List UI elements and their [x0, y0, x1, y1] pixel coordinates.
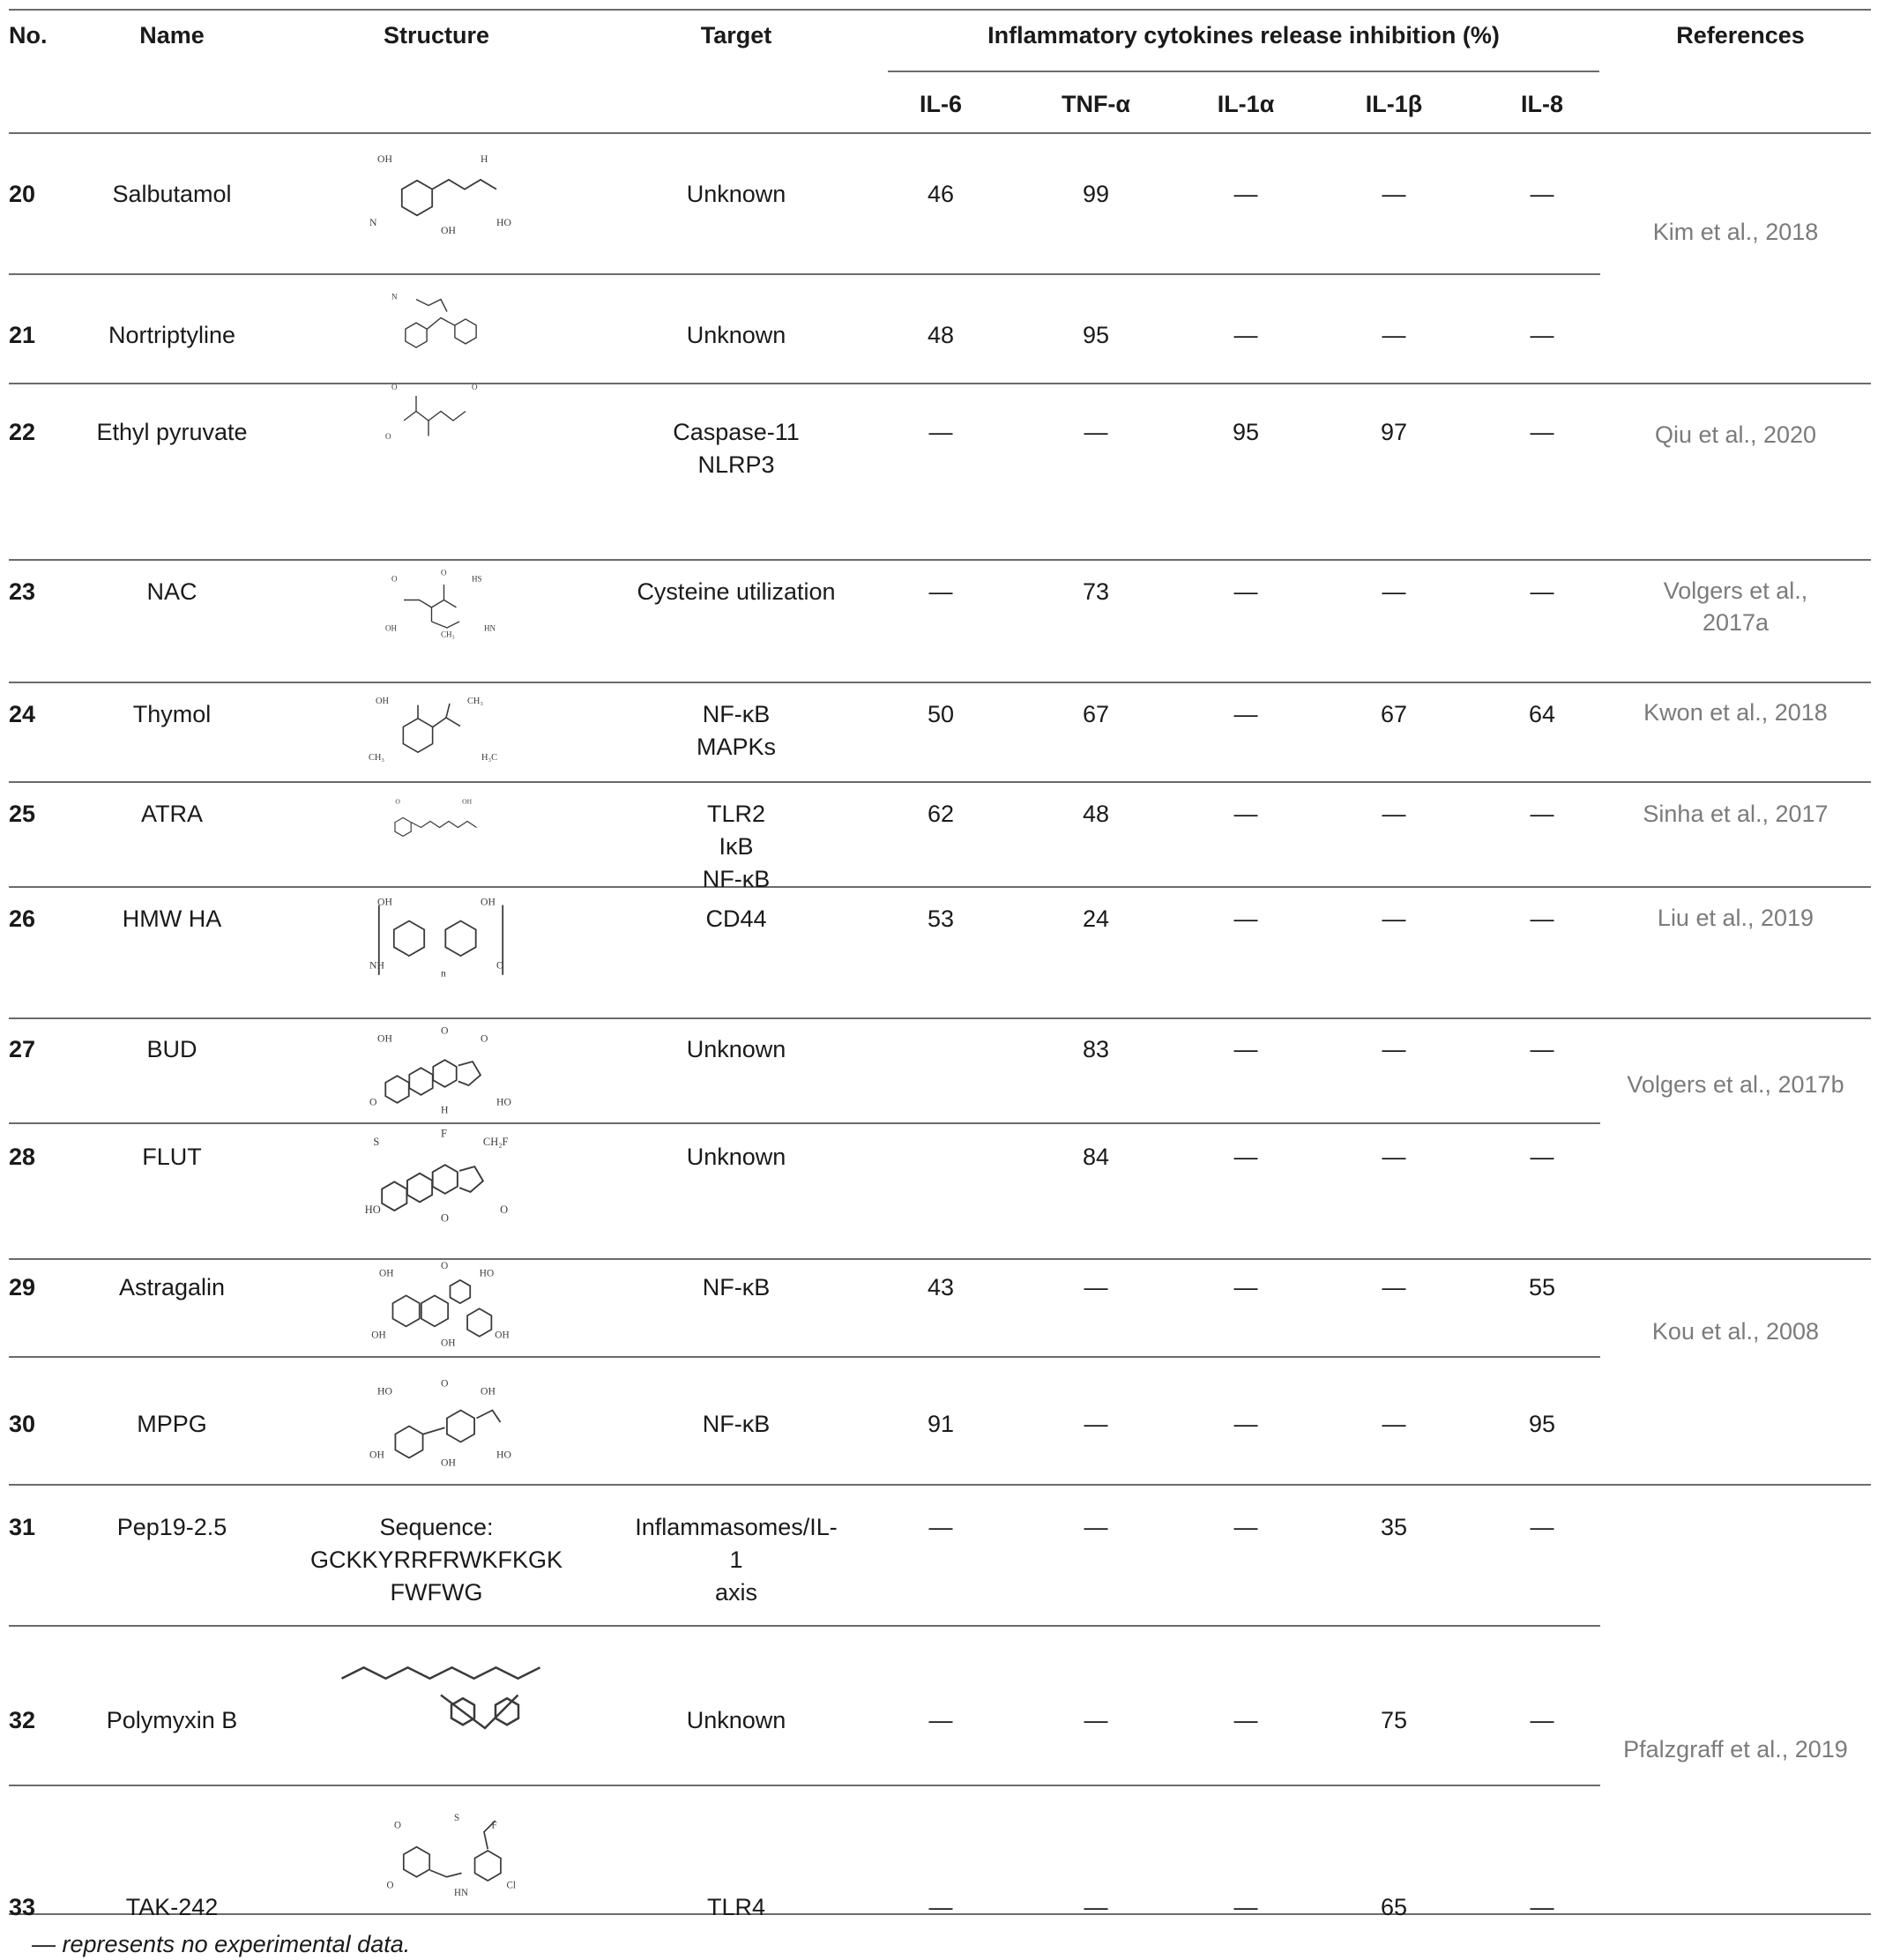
value-il6: 46 — [927, 181, 955, 207]
svg-text:HO: HO — [496, 1096, 511, 1108]
row-rule — [9, 383, 1871, 384]
svg-text:O: O — [369, 1096, 377, 1108]
row-rule — [9, 1356, 1600, 1358]
value-il6: — — [928, 578, 953, 605]
value-il6: 48 — [927, 322, 955, 348]
reference-text: Kim et al., 2018 — [1652, 219, 1819, 245]
value-il8: — — [1530, 419, 1554, 445]
compound-name: Pep19-2.5 — [116, 1514, 227, 1540]
value-tnfa: 84 — [1082, 1144, 1110, 1170]
svg-text:CH₃: CH₃ — [441, 630, 455, 639]
svg-text:OH: OH — [441, 225, 456, 236]
value-il6: 53 — [927, 905, 955, 932]
svg-text:HN: HN — [484, 623, 496, 633]
svg-text:HS: HS — [472, 574, 482, 584]
value-il1a: — — [1233, 1411, 1258, 1437]
compound-name: Astragalin — [118, 1274, 226, 1300]
value-il1a: — — [1233, 801, 1258, 827]
svg-text:S: S — [373, 1136, 380, 1149]
target-text: Inflammasomes/IL- — [635, 1514, 838, 1540]
value-tnfa: 83 — [1082, 1036, 1110, 1062]
svg-text:O: O — [441, 1377, 449, 1390]
row-number: 27 — [9, 1036, 36, 1062]
structure-image — [361, 1375, 520, 1477]
row-number: 29 — [9, 1274, 36, 1300]
table-page — [9, 0, 1871, 1960]
value-il6: — — [928, 1514, 953, 1540]
footnote: — represents no experimental data. — [32, 1931, 411, 1957]
row-rule — [9, 886, 1871, 888]
header-target: Target — [700, 22, 772, 48]
value-il6: — — [928, 1894, 953, 1920]
value-tnfa: 67 — [1082, 701, 1110, 727]
value-il6: — — [928, 419, 953, 445]
value-tnfa: — — [1084, 1411, 1108, 1437]
row-number: 20 — [9, 181, 36, 207]
value-il8: — — [1530, 1514, 1554, 1540]
header-structure: Structure — [383, 22, 490, 48]
top-rule — [9, 9, 1871, 11]
svg-text:H: H — [441, 1104, 449, 1116]
row-rule — [9, 781, 1871, 783]
svg-text:O: O — [395, 797, 400, 806]
svg-text:OH: OH — [385, 623, 398, 633]
header-tnfa: TNF-α — [1061, 91, 1131, 117]
compound-name: Thymol — [132, 701, 212, 727]
header-name: Name — [139, 22, 205, 48]
row-number: 21 — [9, 322, 36, 348]
value-il1b: — — [1382, 1036, 1406, 1062]
value-il1b: — — [1382, 1411, 1406, 1437]
value-tnfa: 99 — [1082, 181, 1110, 207]
compound-name: ATRA — [140, 801, 203, 827]
svg-text:OH: OH — [376, 697, 390, 706]
value-il1a: — — [1233, 578, 1258, 605]
target-text: Unknown — [686, 181, 786, 207]
value-il8: — — [1530, 181, 1554, 207]
row-number: 26 — [9, 905, 36, 932]
row-number: 22 — [9, 419, 36, 445]
value-il1b: — — [1382, 181, 1406, 207]
value-il8: — — [1530, 1894, 1554, 1920]
structure-image — [361, 683, 503, 780]
svg-text:O: O — [481, 1032, 488, 1045]
structure-image — [379, 1799, 529, 1918]
header-references: References — [1676, 22, 1805, 48]
value-il1a: — — [1233, 701, 1258, 727]
value-tnfa: — — [1084, 1274, 1108, 1300]
header-no: No. — [9, 22, 48, 48]
row-rule — [9, 559, 1871, 561]
svg-text:CH₃: CH₃ — [467, 697, 484, 706]
value-il1b: — — [1382, 578, 1406, 605]
value-il1a: — — [1233, 1894, 1258, 1920]
target-text: NLRP3 — [697, 451, 775, 478]
row-number: 32 — [9, 1707, 36, 1733]
svg-text:HO: HO — [364, 1203, 381, 1216]
value-il1b: 75 — [1380, 1707, 1408, 1733]
structure-image — [353, 1129, 529, 1230]
svg-text:HO: HO — [479, 1268, 495, 1279]
row-rule — [9, 1122, 1600, 1124]
target-text: Cysteine utilization — [637, 578, 836, 605]
reference-text: Pfalzgraff et al., 2019 — [1623, 1736, 1848, 1763]
value-tnfa: 95 — [1082, 322, 1110, 348]
target-text: NF-κB — [702, 1274, 771, 1300]
value-il1a: — — [1233, 1144, 1258, 1170]
svg-text:HO: HO — [496, 1449, 511, 1461]
value-il6: 62 — [927, 801, 955, 827]
compound-name: Salbutamol — [112, 181, 232, 207]
compound-name: HMW HA — [122, 905, 222, 932]
reference-text: Qiu et al., 2020 — [1654, 421, 1817, 448]
svg-text:HN: HN — [454, 1888, 468, 1898]
value-il1a: — — [1233, 322, 1258, 348]
svg-text:OH: OH — [441, 1457, 456, 1469]
compound-name: MPPG — [137, 1411, 207, 1437]
target-text: NF-κB — [702, 701, 771, 727]
svg-text:OH: OH — [369, 1449, 384, 1461]
value-il1a: — — [1233, 1707, 1258, 1733]
row-number: 25 — [9, 801, 36, 827]
value-il1b: 67 — [1380, 701, 1408, 727]
svg-text:OH: OH — [481, 1385, 495, 1397]
row-rule — [9, 273, 1600, 275]
row-number: 33 — [9, 1894, 36, 1920]
svg-text:O: O — [391, 574, 398, 584]
target-text: TLR4 — [706, 1894, 766, 1920]
header-il8: IL-8 — [1520, 91, 1563, 117]
value-il1a: 95 — [1232, 419, 1260, 445]
value-il6: 91 — [927, 1411, 955, 1437]
value-il1a: — — [1233, 1036, 1258, 1062]
row-rule — [9, 1785, 1600, 1786]
target-text: 1 — [729, 1546, 743, 1573]
value-il8: — — [1530, 1036, 1554, 1062]
reference-text: Kou et al., 2008 — [1651, 1318, 1820, 1345]
structure-sequence: Sequence: — [379, 1514, 494, 1540]
svg-text:OH: OH — [371, 1330, 386, 1341]
svg-text:O: O — [441, 568, 447, 578]
value-il1b: — — [1382, 322, 1406, 348]
compound-name: Nortriptyline — [108, 322, 236, 348]
value-tnfa: 48 — [1082, 801, 1110, 827]
value-il8: — — [1530, 1144, 1554, 1170]
value-il1b: 35 — [1380, 1514, 1408, 1540]
structure-image — [361, 1023, 520, 1124]
value-il8: — — [1530, 1707, 1554, 1733]
value-il1b: — — [1382, 905, 1406, 932]
svg-text:Cl: Cl — [506, 1880, 516, 1891]
row-number: 28 — [9, 1144, 36, 1170]
structure-sequence: GCKKYRRFRWKFKGK — [309, 1546, 563, 1573]
target-text: Unknown — [686, 1707, 786, 1733]
row-number: 24 — [9, 701, 36, 727]
row-rule — [9, 1484, 1871, 1486]
value-il1a: — — [1233, 905, 1258, 932]
structure-image — [379, 273, 503, 375]
header-il6: IL-6 — [919, 91, 962, 117]
row-number: 30 — [9, 1411, 36, 1437]
svg-text:OH: OH — [462, 797, 473, 806]
row-rule — [9, 682, 1871, 683]
target-text: NF-κB — [702, 1411, 771, 1437]
structure-image — [361, 1261, 520, 1353]
value-tnfa: — — [1084, 1514, 1108, 1540]
target-text: TLR2 — [706, 801, 766, 827]
svg-text:n: n — [441, 967, 446, 980]
reference-text: Sinha et al., 2017 — [1643, 801, 1829, 827]
value-il8: — — [1530, 905, 1554, 932]
value-tnfa: 24 — [1082, 905, 1110, 932]
header-group: Inflammatory cytokines release inhibition (%) — [987, 22, 1500, 48]
svg-text:OH: OH — [441, 1338, 456, 1349]
group-rule — [888, 71, 1599, 72]
value-tnfa: — — [1084, 1707, 1108, 1733]
value-il1b: — — [1382, 1274, 1406, 1300]
svg-text:S: S — [454, 1813, 460, 1823]
svg-text:O: O — [441, 1025, 449, 1037]
target-text: Caspase-11 — [673, 419, 800, 445]
value-il1a: — — [1233, 181, 1258, 207]
compound-name: NAC — [146, 578, 197, 605]
header-il1a: IL-1α — [1217, 91, 1275, 117]
reference-text: 2017a — [1702, 609, 1770, 636]
svg-text:O: O — [386, 1880, 394, 1891]
reference-text: Kwon et al., 2018 — [1643, 699, 1828, 726]
svg-text:O: O — [385, 432, 391, 441]
structure-image — [361, 886, 520, 987]
value-il8: — — [1530, 578, 1554, 605]
compound-name: TAK-242 — [125, 1894, 219, 1920]
target-text: axis — [714, 1579, 757, 1606]
svg-text:O: O — [496, 959, 504, 972]
target-text: NF-κB — [702, 866, 771, 892]
value-il1a: — — [1233, 1514, 1258, 1540]
svg-text:O: O — [472, 383, 478, 391]
row-number: 23 — [9, 578, 36, 605]
svg-text:N: N — [391, 292, 398, 302]
value-il1b: — — [1382, 801, 1406, 827]
reference-text: Liu et al., 2019 — [1657, 905, 1814, 931]
value-il8: 64 — [1528, 701, 1556, 727]
svg-text:OH: OH — [377, 153, 392, 165]
target-text: Unknown — [686, 1144, 786, 1170]
svg-text:OH: OH — [379, 1268, 394, 1279]
value-il6: 43 — [927, 1274, 955, 1300]
svg-text:CH₃: CH₃ — [369, 753, 385, 763]
svg-text:F: F — [491, 1820, 497, 1831]
structure-image — [379, 555, 503, 657]
structure-image — [353, 794, 520, 855]
svg-text:HO: HO — [496, 217, 511, 228]
target-text: MAPKs — [696, 734, 777, 760]
target-text: CD44 — [705, 905, 767, 932]
value-il1b: — — [1382, 1144, 1406, 1170]
svg-text:N: N — [369, 217, 377, 228]
compound-name: BUD — [146, 1036, 197, 1062]
svg-text:O: O — [441, 1211, 449, 1225]
value-il1a: — — [1233, 1274, 1258, 1300]
value-tnfa: — — [1084, 419, 1108, 445]
value-il8: 95 — [1528, 1411, 1556, 1437]
value-il8: — — [1530, 322, 1554, 348]
svg-text:OH: OH — [377, 1032, 392, 1045]
compound-name: Polymyxin B — [106, 1707, 238, 1733]
svg-text:OH: OH — [495, 1330, 510, 1341]
target-text: IκB — [719, 833, 754, 860]
target-text: Unknown — [686, 1036, 786, 1062]
value-il6: 50 — [927, 701, 955, 727]
row-number: 31 — [9, 1514, 36, 1540]
svg-text:O: O — [391, 383, 398, 391]
header-il1b: IL-1β — [1365, 91, 1423, 117]
value-il1b: 97 — [1380, 419, 1408, 445]
svg-text:F: F — [441, 1129, 447, 1140]
svg-text:OH: OH — [377, 896, 392, 908]
value-il8: — — [1530, 801, 1554, 827]
value-il6: — — [928, 1707, 953, 1733]
value-tnfa: — — [1084, 1894, 1108, 1920]
reference-text: Volgers et al., — [1663, 578, 1808, 604]
structure-image — [317, 1618, 564, 1750]
reference-text: Volgers et al., 2017b — [1627, 1071, 1844, 1098]
target-text: Unknown — [686, 322, 786, 348]
svg-text:O: O — [441, 1261, 449, 1271]
structure-image — [379, 375, 503, 454]
svg-text:NH: NH — [369, 959, 384, 972]
row-rule — [9, 1258, 1871, 1260]
svg-text:OH: OH — [481, 896, 495, 908]
svg-text:H₃C: H₃C — [481, 753, 498, 763]
value-il8: 55 — [1528, 1274, 1556, 1300]
value-il1b: 65 — [1380, 1894, 1408, 1920]
compound-name: Ethyl pyruvate — [96, 419, 248, 445]
compound-name: FLUT — [142, 1144, 202, 1170]
row-rule — [9, 1625, 1600, 1627]
value-tnfa: 73 — [1082, 578, 1110, 605]
structure-image — [361, 145, 520, 242]
header-bottom-rule — [9, 132, 1871, 134]
svg-text:HO: HO — [377, 1385, 392, 1397]
structure-sequence: FWFWG — [390, 1579, 483, 1606]
row-rule — [9, 1017, 1871, 1019]
svg-text:CH₂F: CH₂F — [482, 1136, 509, 1149]
svg-text:O: O — [394, 1820, 401, 1831]
svg-text:H: H — [481, 153, 488, 165]
svg-text:O: O — [500, 1203, 509, 1216]
